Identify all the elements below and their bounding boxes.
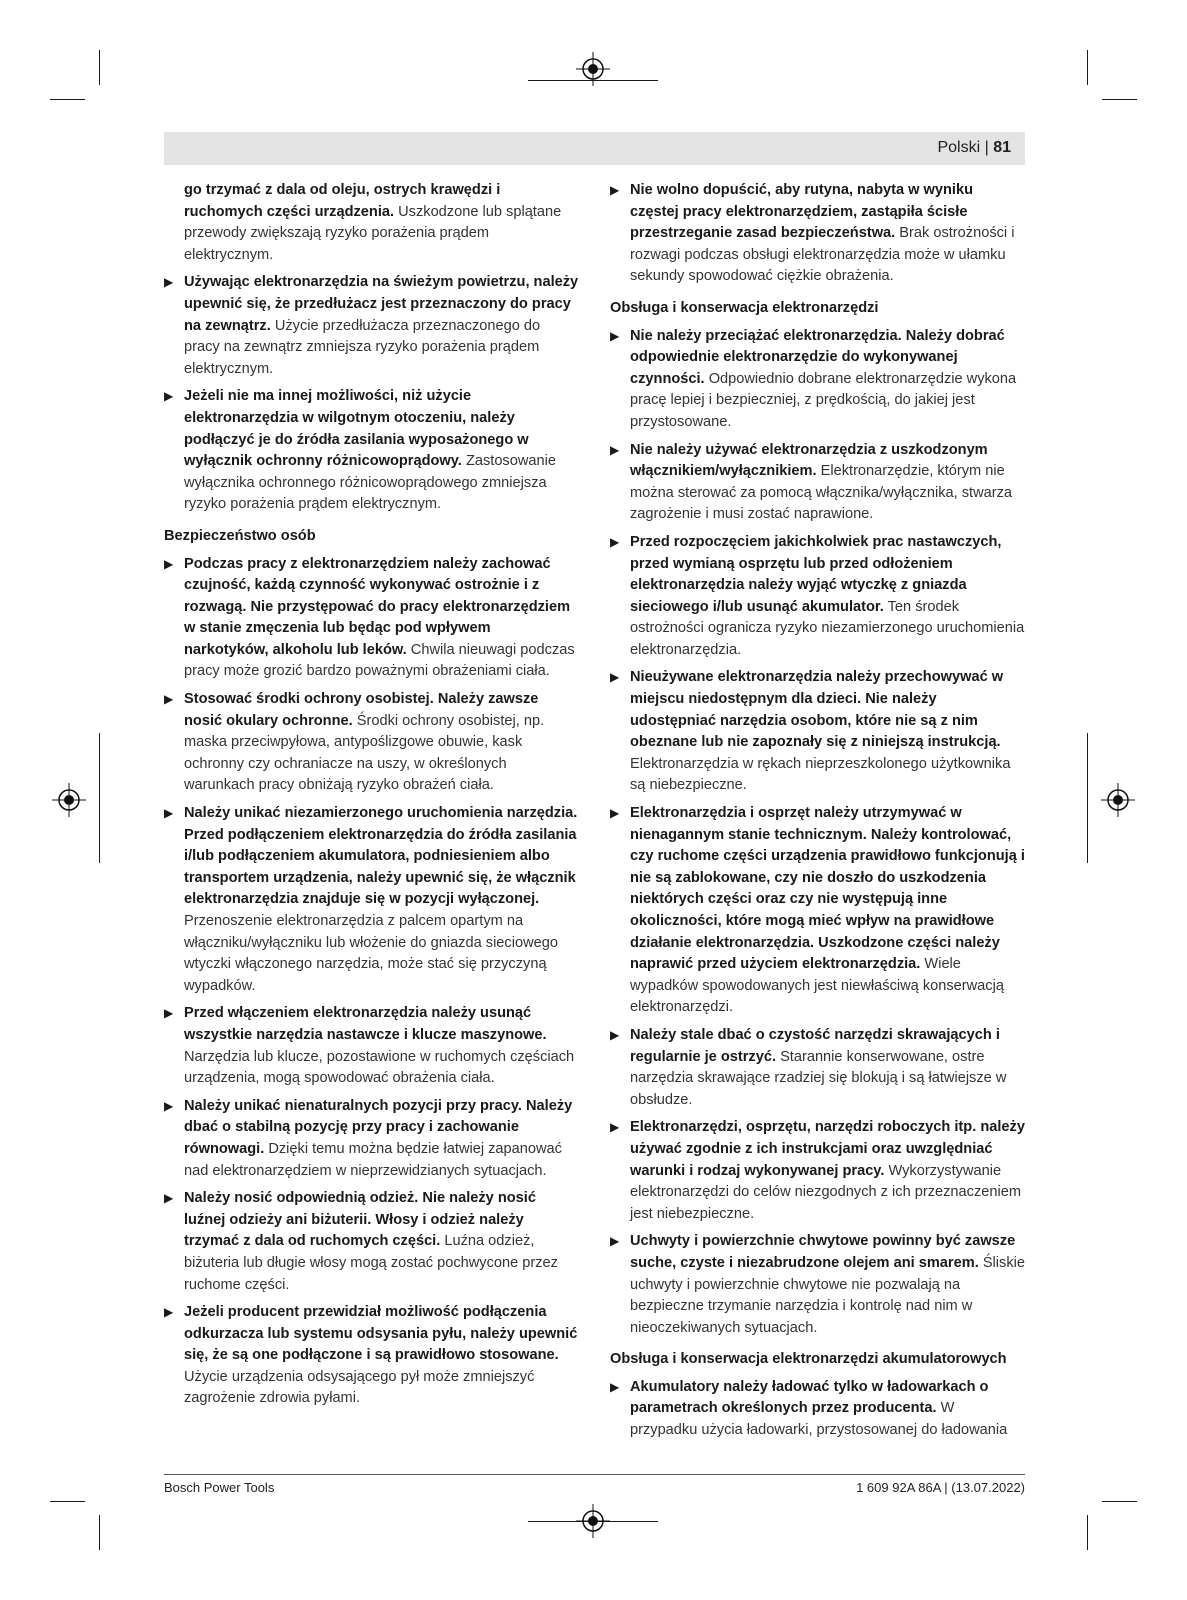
crop-mark	[99, 1515, 100, 1550]
registration-mark-icon	[1101, 783, 1135, 817]
list-item	[610, 180, 1025, 288]
normal-text: W przypadku użycia ładowarki, przystosowanej do ładowania	[630, 1400, 1008, 1439]
normal-text: Luźna odzież, biżuteria lub długie włosy mogą zostać pochwycone przez ruchome części.	[184, 1233, 558, 1293]
normal-text: Elektronarzędzie, którym nie można sterować za pomocą włącznika/wyłącznika, stwarza zagrożenie i musi zostać naprawione.	[630, 463, 1013, 523]
normal-text: Użycie przedłużacza przeznaczonego do pracy na zewnątrz zmniejsza ryzyko porażenia prądem elektrycznym.	[184, 317, 541, 377]
page-number: 81	[993, 139, 1011, 156]
bold-text: Należy unikać nienaturalnych pozycji przy pracy. Należy dbać o stabilną pozycję przy pracy i zachowanie równowagi.	[184, 1097, 573, 1157]
bold-text: Przed rozpoczęciem jakichkolwiek prac nastawczych, przed wymianą osprzętu lub przed odłożeniem elektronarzędzia należy wyjąć wtyczkę z gniazda sieciowego i/lub usunąć akumulator.	[630, 533, 1002, 615]
normal-text: Dzięki temu można będzie łatwiej zapanować nad elektronarzędziem w nieprzewidzianych sytuacjach.	[184, 1140, 562, 1179]
section-heading: Obsługa i konserwacja elektronarzędzi akumulatorowych	[610, 1351, 1007, 1368]
normal-text: Narzędzia lub klucze, pozostawione w ruchomych częściach urządzenia, mogą spowodować obrażenia ciała.	[184, 1048, 575, 1087]
crop-mark	[1102, 99, 1137, 100]
list-item	[610, 1377, 1025, 1442]
normal-text: Śliskie uchwyty i powierzchnie chwytowe nie pozwalają na bezpieczne trzymanie narzędzia i kontrolę nad nim w nieoczekiwanych sytuacjach.	[630, 1254, 1025, 1336]
normal-text: Elektronarzędzia w rękach nieprzeszkolonego użytkownika są niebezpieczne.	[630, 755, 1011, 794]
normal-text: Wiele wypadków spowodowanych jest niewłaściwą konserwacją elektronarzędzi.	[630, 956, 1004, 1016]
bold-text: Jeżeli nie ma innej możliwości, niż użycie elektronarzędzia w wilgotnym otoczeniu, należy podłączyć je do źródła zasilania wyposażonego w wyłącznik ochronny różnicowoprądowy.	[184, 388, 529, 470]
list-item	[610, 1117, 1025, 1225]
list-left-a	[164, 272, 579, 516]
list-item	[164, 1003, 579, 1089]
bold-text: Jeżeli producent przewidział możliwość podłączenia odkurzacza lub systemu odsysania pyłu, należy upewnić się, że są one podłączone i są prawidłowo stosowane.	[184, 1304, 578, 1364]
list-item	[610, 326, 1025, 434]
bold-text: Podczas pracy z elektronarzędziem należy zachować czujność, każdą czynność wykonywać ostrożnie i z rozwagą. Nie przystępować do pracy elektronarzędziem w stanie zmęczenia lub będąc pod wpływem narkotyków, alkoholu lub leków.	[184, 555, 571, 658]
bold-text: Elektronarzędzi, osprzętu, narzędzi roboczych itp. należy używać zgodnie z ich instrukcjami oraz uwzględniać warunki i rodzaj wykonywanej pracy.	[630, 1119, 1025, 1179]
list-item	[164, 689, 579, 797]
crop-mark	[1102, 1501, 1137, 1502]
bold-text: Należy unikać niezamierzonego uruchomienia narzędzia. Przed podłączeniem elektronarzędzia do źródła zasilania i/lub podłączeniem akumulatora, podniesieniem albo transportem urządzenia, należy upewnić się, że włącznik elektronarzędzia znajduje się w pozycji wyłączonej.	[184, 805, 578, 908]
bold-text: Używając elektronarzędzia na świeżym powietrzu, należy upewnić się, że przedłużacz jest przeznaczony do pracy na zewnątrz.	[184, 274, 579, 334]
paragraph	[164, 180, 579, 266]
bold-text: Stosować środki ochrony osobistej. Należy zawsze nosić okulary ochronne.	[184, 691, 539, 729]
crop-mark	[99, 733, 100, 863]
list-item	[610, 803, 1025, 1019]
normal-text: Uszkodzone lub splątane przewody zwiększają ryzyko porażenia prądem elektrycznym.	[184, 203, 562, 263]
normal-text: Przenoszenie elektronarzędzia z palcem opartym na włączniku/wyłączniku lub włożenie do gniazda sieciowego wtyczki włączonego narzędzia, może stać się przyczyną wypadków.	[184, 913, 558, 994]
list-right-a	[610, 180, 1025, 288]
list-item	[610, 440, 1025, 526]
normal-text: Odpowiednio dobrane elektronarzędzie wykona pracę lepiej i bezpieczniej, z prędkością, do jakiej jest przystosowane.	[630, 370, 1017, 430]
list-right-c	[610, 1377, 1025, 1442]
list-item	[610, 667, 1025, 797]
normal-text: Użycie urządzenia odsysającego pył może zmniejszyć zagrożenie zdrowia pyłami.	[184, 1368, 535, 1407]
list-item	[610, 1231, 1025, 1339]
list-left-b	[164, 554, 579, 1411]
bold-text: Należy stale dbać o czystość narzędzi skrawających i regularnie je ostrzyć.	[630, 1026, 1000, 1065]
crop-mark	[1087, 50, 1088, 85]
bold-text: Elektronarzędzia i osprzęt należy utrzymywać w nienagannym stanie technicznym. Należy kontrolować, czy ruchome części urządzenia prawidłowo funkcjonują i nie są zablokowane, czy nie doszło do uszkodzenia niektórych części oraz czy nie występują inne okoliczności, które mogą mieć wpływ na prawidłowe działanie elektronarzędzia. Uszkodzone części należy naprawić przed użyciem elektronarzędzia.	[630, 805, 1025, 973]
bold-text: Nie należy używać elektronarzędzia z uszkodzonym włącznikiem/wyłącznikiem.	[630, 441, 988, 480]
list-item	[164, 803, 579, 997]
left-column	[164, 180, 579, 1416]
normal-text: Ten środek ostrożności ogranicza ryzyko niezamierzonego uruchomienia elektronarzędzia.	[630, 598, 1025, 658]
crop-mark	[99, 50, 100, 85]
header-text	[937, 139, 1011, 157]
bold-text: Nieużywane elektronarzędzia należy przechowywać w miejscu niedostępnym dla dzieci. Nie należy udostępniać narzędzia osobom, które nie są z nim obeznane lub nie zapoznały się z niniejszą instrukcją.	[630, 669, 1004, 751]
normal-text: Wykorzystywanie elektronarzędzi do celów niezgodnych z ich przeznaczeniem jest niebezpieczne.	[630, 1162, 1021, 1222]
list-item	[164, 1096, 579, 1182]
registration-mark-icon	[576, 1504, 610, 1538]
bold-text: Nie wolno dopuścić, aby rutyna, nabyta w wyniku częstej pracy elektronarzędziem, zastąpiła ścisłe przestrzeganie zasad bezpieczeństwa.	[630, 182, 974, 242]
page-header	[164, 132, 1025, 165]
registration-mark-icon	[52, 783, 86, 817]
normal-text: Zastosowanie wyłącznika ochronnego różnicowoprądowego zmniejsza ryzyko porażenia prądem elektrycznym.	[184, 453, 556, 513]
bold-text: Przed włączeniem elektronarzędzia należy usunąć wszystkie narzędzia nastawcze i klucze maszynowe.	[184, 1005, 547, 1043]
normal-text: Środki ochrony osobistej, np. maska przeciwpyłowa, antypoślizgowe obuwie, kask ochronny czy ochraniacze na uszy, w określonych warunkach pracy obniżają ryzyko obrażeń ciała.	[184, 712, 545, 794]
right-column	[610, 180, 1025, 1448]
list-item	[164, 386, 579, 516]
list-item	[164, 1188, 579, 1296]
registration-mark-icon	[576, 52, 610, 86]
list-item	[610, 532, 1025, 662]
list-right-b	[610, 326, 1025, 1340]
footer-doc-id: 1 609 92A 86A | (13.07.2022)	[856, 1480, 1025, 1495]
crop-mark	[1087, 1515, 1088, 1550]
header-separator: |	[984, 139, 989, 156]
normal-text: Chwila nieuwagi podczas pracy może grozić bardzo poważnymi obrażeniami ciała.	[184, 641, 575, 680]
bold-text: Uchwyty i powierzchnie chwytowe powinny być zawsze suche, czyste i niezabrudzone olejem ani smarem.	[630, 1233, 1016, 1271]
crop-mark	[1087, 733, 1088, 863]
list-item	[164, 272, 579, 380]
footer-rule	[164, 1474, 1025, 1475]
normal-text: Brak ostrożności i rozwagi podczas obsługi elektronarzędzia może w ułamku sekundy spowodować ciężkie obrażenia.	[630, 225, 1015, 285]
bold-text: Należy nosić odpowiednią odzież. Nie należy nosić luźnej odzieży ani biżuterii. Włosy i odzież należy trzymać z dala od ruchomych części.	[184, 1190, 536, 1250]
list-item	[164, 554, 579, 684]
list-item	[164, 1302, 579, 1410]
bold-text: go trzymać z dala od oleju, ostrych krawędzi i ruchomych części urządzenia.	[184, 182, 501, 220]
list-item	[610, 1025, 1025, 1111]
bold-text: Akumulatory należy ładować tylko w ładowarkach o parametrach określonych przez producenta.	[630, 1378, 989, 1417]
footer-brand: Bosch Power Tools	[164, 1480, 275, 1495]
crop-mark	[50, 99, 85, 100]
normal-text: Starannie konserwowane, ostre narzędzia skrawające rzadziej się blokują i są łatwiejsze w obsłudze.	[630, 1048, 1007, 1108]
section-heading: Obsługa i konserwacja elektronarzędzi	[610, 299, 879, 316]
bold-text: Nie należy przeciążać elektronarzędzia. Należy dobrać odpowiednie elektronarzędzie do wykonywanej czynności.	[630, 327, 1005, 387]
section-heading: Bezpieczeństwo osób	[164, 527, 316, 544]
header-language: Polski	[937, 139, 981, 156]
crop-mark	[50, 1501, 85, 1502]
